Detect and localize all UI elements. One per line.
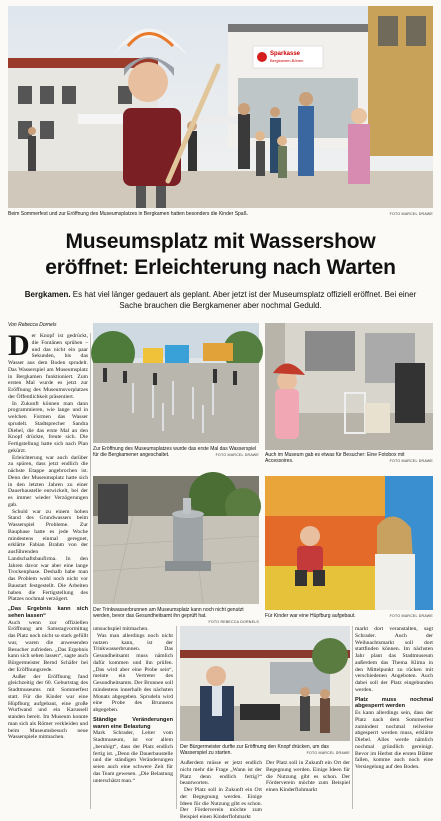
article-column-3: [180, 760, 262, 820]
col3-paragraph-2: Der Platz soll in Zukunft ein Ort der Begegnung werden. Einige Ideen für die Nutzung gibt es schon. Der Förderverein möchte zum Beispiel einen Kinderflohmarkt: [180, 787, 262, 820]
col2-subheading: Ständige Veränderungen waren eine Belastung: [93, 716, 173, 730]
fountain-caption: [93, 607, 259, 625]
col1-paragraph-6: Außer der Eröffnung fand gleichzeitig der 60. Geburtstag des Stadtmuseums mit Sommerfest statt. Für die Kinder war eine Hüpfburg aufgebaut, eine große Wurfwand und ein Karussell standen bereit. Im Museum konnte man sich als Römer verkleiden und beim Museumsbesuch neue Wasserspiele mitmachen.: [8, 673, 88, 741]
col4-subheading: Platz muss nochmal abgesperrt werden: [355, 696, 433, 710]
bouncy-caption-text: Für Kinder war eine Hüpfburg aufgebaut.: [265, 613, 356, 619]
fountain-photo: [93, 476, 259, 604]
col1-paragraph-1: er Knopf ist gedrückt, die Fontänen sprühen – und das nicht ein paar Sekunden, bis das Wasser aus dem Boden sprudelt. Das Wasserspiel am Museumsplatz in Bergkamen funktioniert. Zum ersten Mal wurde es jetzt zur Eröffnung des Museumsvorplatzes der Öffentlichkeit präsentiert.: [8, 333, 88, 400]
col1-paragraph-3: Erleichterung war auch darüber zu spüren, dass jetzt endlich die nächste Etappe angebrochen ist. Denn der Museumsplatz hatte sich in den letzten Jahren zu einer Dauerbaustelle entwickelt, bei der es immer wieder Verzögerungen gab.: [8, 454, 88, 508]
col2-paragraph-1: umsuchspiel mitmachen.: [93, 626, 149, 632]
article-column-4: [355, 626, 433, 809]
col1-paragraph-4: Schuld war zu einem hohen Stand des Grundwassers beim Wasserspiel Probleme. Zur Bauphase hatte es jede Woche mindestens einmal geregnet, erklärte Fabian Brahm von der ausführenden Landschaftsbaufirma. In den Jahren davor war aber eine lange Trockenphase. Deshalb habe man das Problem wohl noch nicht vor Baustart festgestellt. Die Arbeiten haben die Fertigstellung des Platzes nochmal verzögert.: [8, 508, 88, 603]
mayor-credit: FOTO MARCEL DRAWE: [306, 751, 350, 755]
col4-paragraph-2: Es kann allerdings sein, dass der Platz nach dem Sommerfest zumindest nochmal teilweise abgesperrt werden muss, erklärte Diebel. Alles werde nämlich nochmal gründlich gereinigt. Bevor im Herbst die ersten Blätter fallen, komme auch noch eine Versiegelung auf den Boden.: [355, 710, 433, 771]
water-show-photo: [93, 323, 259, 443]
mayor-photo: [180, 626, 350, 741]
top-photo-caption: [8, 211, 433, 217]
bank-sign: Sparkasse: [270, 51, 301, 57]
article-column-1: [8, 329, 88, 809]
col2-paragraph-2: Was man allerdings noch nicht nutzen kann, ist der Trinkwasserbrunnen. Das Gesundheitsamt muss nämlich dafür kommen und ihn prüfen. „Das wird aber eine Probe sein“, meinte ein Vertreter des Gesundheitsamts. Der Brunnen soll mindestens innerhalb des nächsten Monats abgegeben. Sprudeln wird eine Probe des Brunnens abgegeben.: [93, 632, 173, 713]
headline-line-2: eröffnet: Erleichterung nach Warten: [45, 256, 396, 279]
column-rule: [352, 626, 353, 809]
fountain-caption-text: Der Trinkwasserbrunnen am Museumsplatz kann noch nicht genutzt werden, bevor das Gesundheitsamt ihn geprüft hat.: [93, 607, 244, 619]
column-rule: [90, 333, 91, 809]
water-show-caption: [93, 446, 259, 458]
photobox-photo: [265, 323, 433, 450]
mayor-caption: [180, 744, 350, 756]
column-rule: [176, 626, 177, 809]
bouncy-castle-photo: [265, 476, 433, 610]
water-show-credit: FOTO MARCEL DRAWE: [215, 453, 259, 457]
fountain-credit: FOTO REBECCA DORNELS: [208, 620, 259, 624]
photobox-caption-text: Auch im Museum gab es etwas für Besucher: Eine Fotobox mit Accessoires.: [265, 452, 405, 464]
article-column-3b: [266, 760, 350, 809]
water-show-caption-text: Zur Eröffnung des Museumsplatzes wurde das erste Mal das Wasserspiel für die Bergkamener angeschaltet.: [93, 446, 257, 458]
lead-paragraph: [20, 290, 421, 311]
top-photo-credit: FOTO MARCEL DRAWE: [389, 212, 433, 216]
headline: [0, 229, 441, 281]
col1-paragraph-5: Auch wenn zur offiziellen Eröffnung am Samstagvormittag das Platz noch nicht so stark gefüllt war, waren die anwesenden Besucher zufrieden. „Das Ergebnis kann sich sehen lassen“, sagte auch Bürgermeister Bernd Schäfer bei der Eröffnungsrede.: [8, 619, 88, 673]
byline: Von Rebecca Dornels: [8, 322, 57, 328]
top-photo-caption-text: Beim Sommerfest und zur Eröffnung des Museumsplatzes in Bergkamen hatten besonders die Kinder Spaß.: [8, 211, 249, 217]
lead-text: Es hat viel länger gedauert als geplant. Aber jetzt ist der Museumsplatz offiziell eröffnet. Bei einer Sache brauchen die Bergkamener aber nochmal Geduld.: [70, 290, 417, 310]
photobox-credit: FOTO MARCEL DRAWE: [389, 459, 433, 463]
bouncy-caption: [265, 613, 433, 619]
article-column-2: [93, 626, 173, 809]
col3b-paragraph: Der Platz soll in Zukunft ein Ort der Begegnung werden. Einige Ideen für die Nutzung gibt es schon. Der Förderverein möchte zum Beispiel einen Kinderflohmarkt: [266, 760, 350, 793]
lead-place: Bergkamen.: [24, 290, 71, 299]
top-photo: [8, 6, 433, 208]
svg-text:Bergkamen-Bönen: Bergkamen-Bönen: [270, 58, 304, 63]
bouncy-credit: FOTO MARCEL DRAWE: [389, 614, 433, 618]
col1-paragraph-2: In Zukunft können man dann programmieren, wie lange und in welchen Formen das Wasser sprudelt. Stadtsprecher Sandra Diebel, die das erste Mal an den Knopf drückte, freute sich. Die Fertigstellung hatte sich nach Plan gekürzt.: [8, 400, 88, 454]
headline-line-1: Museumsplatz mit Wassershow: [65, 230, 376, 253]
col3-paragraph-1: Außerdem müsse er jetzt endlich nicht mehr die Frage „Wann ist der Platz denn endlich fertig?“ beantworten.: [180, 760, 262, 787]
col4-paragraph-1: markt dort veranstalten, sagt Schrader. Auch der Weihnachtsmarkt soll dort stattfinden können. Im nächsten Jahr plant das Stadtmuseum außerdem das Thema Klima in den Mittelpunkt zu rücken mit verschiedenen Angeboten. Auch dabei soll der Platz eingebunden werden.: [355, 626, 433, 693]
dropcap: D: [8, 329, 30, 362]
col2-paragraph-3: Mark Schrader, Leiter vom Stadtmuseum, ist vor allem „beruhigt“, dass der Platz endlich fertig ist. „Denn die Dauerbaustelle und die ständigen Veränderungen seien auch eine schwere Zeit für das Team gewesen. „Die Belastung unterschätzt man.“: [93, 730, 173, 784]
photobox-caption: [265, 452, 433, 464]
mayor-caption-text: Der Bürgermeister durfte zur Eröffnung den Knopf drücken, um das Wasserspiel zu starten.: [180, 744, 329, 756]
festival-photo-illustration: [8, 6, 433, 208]
col1-subheading: „Das Ergebnis kann sich sehen lassen“: [8, 606, 88, 619]
